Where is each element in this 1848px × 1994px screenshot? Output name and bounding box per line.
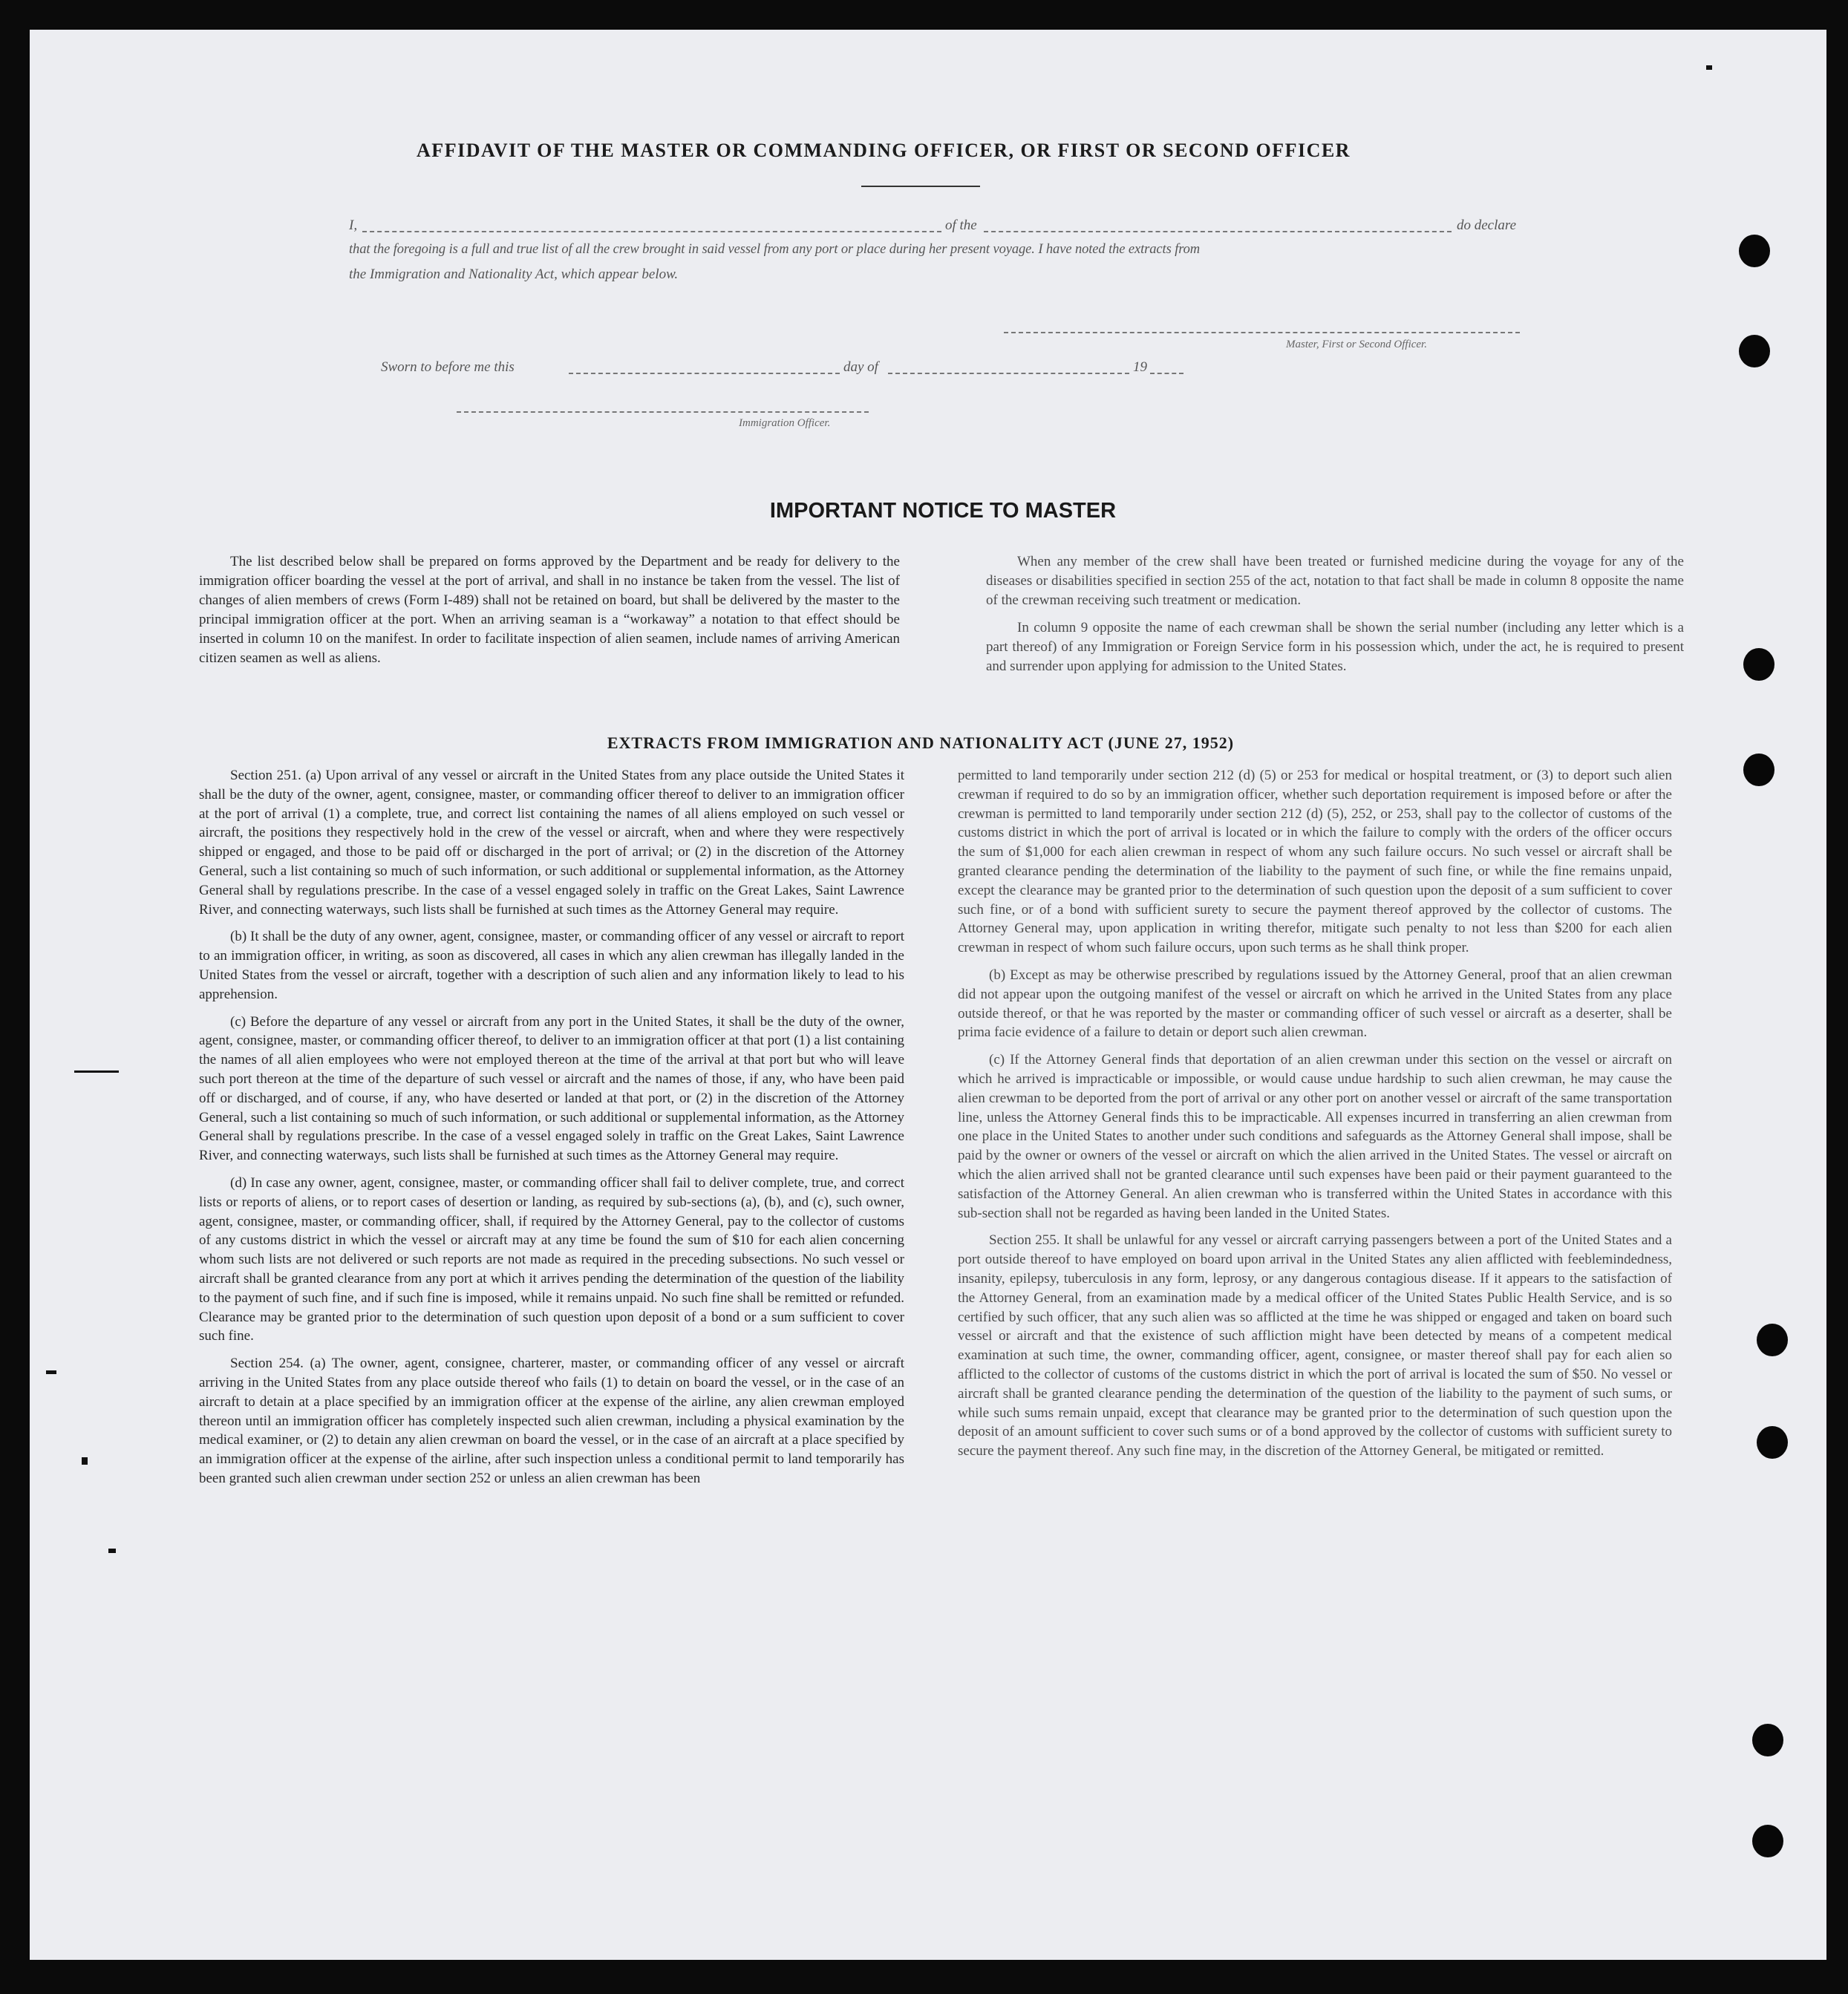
- do-declare-label: do declare: [1457, 218, 1517, 233]
- year-blank: [1150, 373, 1183, 374]
- section-251-a: Section 251. (a) Upon arrival of any vessel or aircraft in the United States from any place outside the United States it shall be the duty of the owner, agent, consignee, master, or commanding officer thereof to deliver to an immigration officer at the port of arrival (1) a complete, true, and correct list containing the names of all aliens employed on such vessel or aircraft, the positions they respectively hold in the crew of the vessel or aircraft, when and where they were respectively shipped or engaged, and those to be paid off or discharged in the port of arrival; or (2) in the discretion of the Attorney General, such a list containing so much of such information, or such additional or supplemental information, as the Attorney General shall by regulations prescribe. In the case of a vessel engaged solely in traffic on the Great Lakes, Saint Lawrence River, and connecting waterways, such lists shall be furnished at such times as the Attorney General may require.: [199, 768, 904, 918]
- extracts-left-column: [199, 766, 904, 1497]
- scan-speck: [74, 1070, 119, 1073]
- officer-signature-line: [457, 411, 869, 413]
- section-254-a: Section 254. (a) The owner, agent, consignee, charterer, master, or commanding officer of any vessel or aircraft arriving in the United States from any place outside thereof who fails (1) to detain on board the vessel, or in the case of an aircraft to detain at a place specified by an immigration officer at the expense of the airline, any alien crewman employed thereon until an immigration officer has completely inspected such alien crewman, including a physical examination by the medical examiner, or (2) to detain any alien crewman on board the vessel, or in the case of an aircraft at a place specified by an immigration officer at the expense of the airline, after such inspection unless a conditional permit to land temporarily has been granted such alien crewman under section 252 or unless an alien crewman has been: [199, 1356, 904, 1486]
- affidavit-title: AFFIDAVIT OF THE MASTER OR COMMANDING OFFICER, OR FIRST OR SECOND OFFICER: [417, 140, 1351, 161]
- vessel-blank: [984, 231, 1452, 232]
- extracts-title: EXTRACTS FROM IMMIGRATION AND NATIONALITY ACT (JUNE 27, 1952): [607, 733, 1235, 752]
- section-251-c: (c) Before the departure of any vessel or aircraft from any port in the United States, it shall be the duty of the owner, agent, consignee, master, or commanding officer thereof, to deliver to an immigration officer at that port (1) a list containing the names of all alien employees who were not employed thereon at the time of the arrival at that port but who will leave such port thereon at the time of the departure of such vessel or aircraft and the names of those, if any, who have been paid off or discharged, and of course, if any, who have deserted or landed at that port, or (2) in the discretion of the Attorney General, such a list containing so much of such information, or such additional or supplemental information, as the Attorney General shall by regulations prescribe. In the case of a vessel engaged solely in traffic on the Great Lakes, Saint Lawrence River, and connecting waterways, such lists shall be furnished at such times as the Attorney General may require.: [199, 1013, 904, 1164]
- punch-hole: [1743, 648, 1774, 681]
- sworn-line: [381, 359, 1550, 382]
- day-of-label: day of: [843, 359, 878, 375]
- document-page: [30, 30, 1826, 1960]
- scan-speck: [82, 1457, 88, 1465]
- of-the-label: of the: [945, 218, 977, 233]
- section-254-b: (b) Except as may be otherwise prescribed by regulations issued by the Attorney General, proof that an alien crewman did not appear upon the outgoing manifest of the vessel or aircraft on which he arrived in the United States from any place outside thereof, or that he was reported by the master or commanding officer of such vessel or aircraft as a deserter, shall be prima facie evidence of a failure to detain or deport such alien crewman.: [958, 967, 1672, 1041]
- extracts-right-column: [958, 766, 1672, 1469]
- year-prefix: 19: [1133, 359, 1147, 375]
- declaration-statement-1: that the foregoing is a full and true list of all the crew brought in said vessel from any port or place during her present voyage. I have noted the extracts from: [349, 242, 1201, 257]
- scan-speck: [108, 1549, 116, 1553]
- punch-hole: [1743, 754, 1774, 786]
- punch-hole: [1752, 1724, 1783, 1756]
- section-251-d: (d) In case any owner, agent, consignee, master, or commanding officer shall fail to deliver complete, true, and correct lists or reports of aliens, or to report cases of desertion or landing, as required by sub-sections (a), (b), and (c), such owner, agent, consignee, master, or commanding officer, shall, if required by the Attorney General, pay to the collector of customs of any customs district in which the vessel or aircraft may at any time be found the sum of $10 for each alien concerning whom such lists are not delivered or such reports are not made as required in the preceding subsections. No such vessel or aircraft shall be granted clearance from any port at which it arrives pending the determination of the question of the liability to the payment of such fine, and if such fine is imposed, while it remains unpaid. No such fine shall be remitted or refunded. Clearance may be granted prior to the determination of such question upon deposit of a bond or a sum sufficient to cover such fine.: [199, 1174, 904, 1344]
- punch-hole: [1752, 1825, 1783, 1857]
- notice-left-column: [199, 552, 900, 676]
- title-underline: [861, 186, 980, 187]
- section-251-b: (b) It shall be the duty of any owner, agent, consignee, master, or commanding officer of any vessel or aircraft to report to an immigration officer, in writing, as soon as discovered, all cases in which any alien crewman has illegally landed in the United States from the vessel or aircraft, together with a description of such alien and any information likely to lead to his apprehension.: [199, 929, 904, 1002]
- section-254-a-continued: permitted to land temporarily under section 212 (d) (5) or 253 for medical or hospital treatment, or (3) to deport such alien crewman if required to do so by an immigration officer, whether such deportation requirement is imposed before or after the crewman is permitted to land temporarily under section 212 (d) (5), 252, or 253, shall pay to the collector of customs of the customs district in which the port of arrival is located or in which the failure to comply with the orders of the officer occurs the sum of $1,000 for each alien crewman in respect of whom any such failure occurs. No such vessel or aircraft shall be granted clearance pending the determination of the liability to the payment of such fine, or while the fine remains unpaid, except the clearance may be granted prior to the determination of such question upon the deposit of a sum sufficient to cover such fine, or of a bond with sufficient surety to secure the payment thereof approved by the collector of customs. The Attorney General may, upon application in writing therefor, mitigate such penalty to not less than $200 for each alien crewman in respect of whom such failure occurs, upon such terms as he shall think proper.: [958, 768, 1672, 956]
- section-255: Section 255. It shall be unlawful for any vessel or aircraft carrying passengers between a port of the United States and a port outside thereof to have employed on board upon arrival in the United States any alien afflicted with feeblemindedness, insanity, epilepsy, tuberculosis in any form, leprosy, or any dangerous contagious disease. If it appears to the satisfaction of the Attorney General, from an examination made by a medical officer of the United States Public Health Service, and is so certified by such officer, that any such alien was so afflicted at the time he was shipped or engaged and taken on board such vessel or aircraft and that the existence of such affliction might have been detected by means of a competent medical examination at such time, the owner, commanding officer, agent, consignee, or master thereof shall pay for each alien so afflicted to the collector of customs of the customs district in which the port of arrival is located the sum of $50. No vessel or aircraft shall be granted clearance pending the determination of the question of the liability to the payment of such sums, or while such sums remain unpaid, except that clearance may be granted prior to the determination of such question upon the deposit of an amount sufficient to cover such sums or of a bond approved by the collector of customs with sufficient surety to secure the payment thereof. Any such fine may, in the discretion of the Attorney General, be mitigated or remitted.: [958, 1232, 1672, 1459]
- notice-right-paragraph-1: When any member of the crew shall have been treated or furnished medicine during the voyage for any of the diseases or disabilities specified in section 255 of the act, notation to that fact shall be made in column 8 opposite the name of the crewman receiving such treatment or medication.: [986, 554, 1684, 608]
- notice-left-paragraph: The list described below shall be prepared on forms approved by the Department and be ready for delivery to the immigration officer boarding the vessel at the port of arrival, and shall in no instance be taken from the vessel. The list of changes of alien members of crews (Form I-489) shall not be retained on board, but shall be delivered by the master to the principal immigration officer at the port. When an arriving seaman is a “workaway” a notation to that effect should be inserted in column 10 on the manifest. In order to facilitate inspection of alien seamen, include names of arriving American citizen seamen as well as aliens.: [199, 554, 900, 666]
- master-signature-line: [1004, 332, 1520, 333]
- month-blank: [888, 373, 1129, 374]
- sworn-label: Sworn to before me this: [381, 359, 515, 375]
- scan-speck: [1706, 65, 1712, 70]
- punch-hole: [1739, 335, 1770, 367]
- punch-hole: [1739, 235, 1770, 267]
- master-signature-caption: Master, First or Second Officer.: [1286, 339, 1427, 350]
- day-blank: [569, 373, 840, 374]
- scan-speck: [46, 1370, 56, 1374]
- officer-signature-caption: Immigration Officer.: [739, 417, 831, 429]
- name-blank: [362, 231, 941, 232]
- punch-hole: [1757, 1324, 1788, 1356]
- declaration-statement-2: the Immigration and Nationality Act, which appear below.: [349, 267, 679, 282]
- notice-right-paragraph-2: In column 9 opposite the name of each crewman shall be shown the serial number (including any letter which is a part thereof) of any Immigration or Foreign Service form in his possession which, under the act, he is required to present and surrender upon applying for admission to the United States.: [986, 620, 1684, 674]
- i-label: I,: [349, 218, 358, 233]
- punch-hole: [1757, 1426, 1788, 1459]
- declaration-line: [349, 218, 1518, 240]
- notice-right-column: [986, 552, 1684, 684]
- section-254-c: (c) If the Attorney General finds that deportation of an alien crewman under this section on the vessel or aircraft on which he arrived is impracticable or impossible, or would cause undue hardship to such alien crewman, he may cause the alien crewman to be deported from the port of arrival or any other port on another vessel or aircraft of the same transportation line, unless the Attorney General finds this to be impracticable. All expenses incurred in transferring an alien crewman from one place in the United States to another under such conditions and safeguards as the Attorney General shall impose, shall be paid by the owner or owners of the vessel or aircraft on which the alien arrived in the United States. The vessel or aircraft on which the alien arrived shall not be granted clearance until such expenses have been paid or their payment guaranteed to the satisfaction of the Attorney General. An alien crewman who is transferred within the United States in accordance with this sub-section shall not be regarded as having been landed in the United States.: [958, 1052, 1672, 1221]
- notice-title: IMPORTANT NOTICE TO MASTER: [769, 499, 1117, 523]
